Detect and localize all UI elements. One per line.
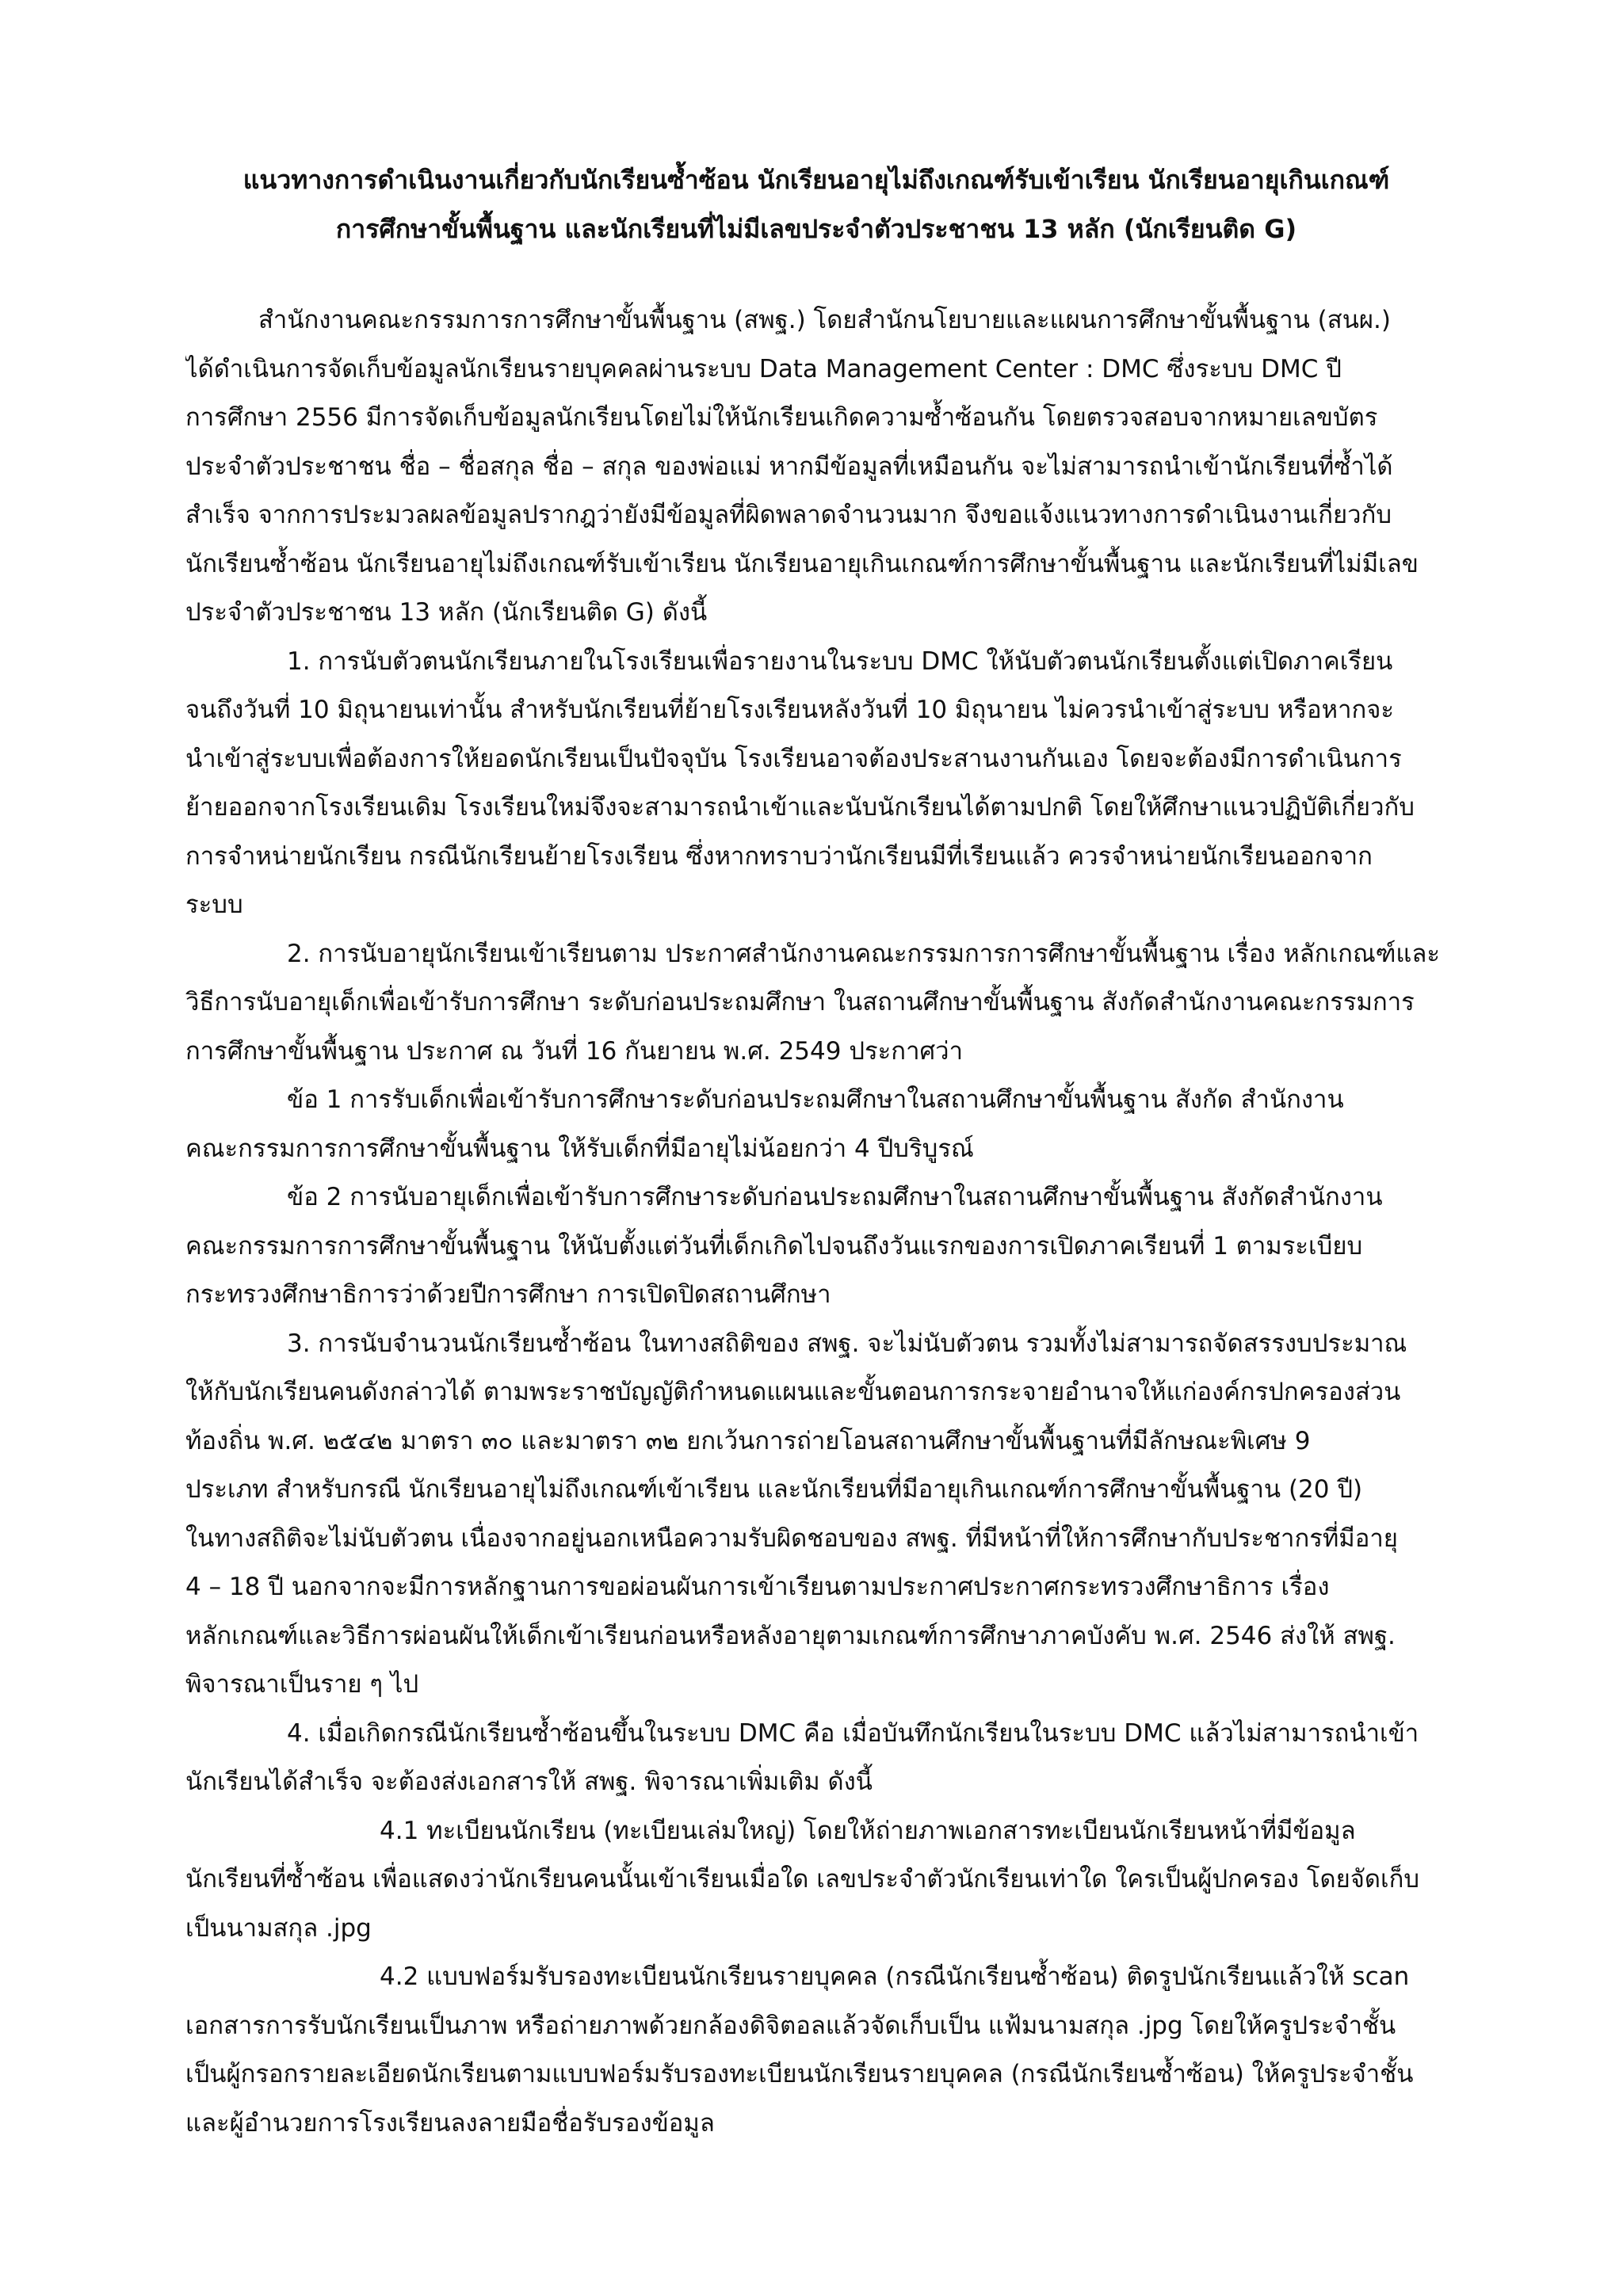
item-4-1-paragraph bbox=[185, 1807, 1533, 1954]
text-line: ย้ายออกจากโรงเรียนเดิม โรงเรียนใหม่จึงจะสามารถนำเข้าและนับนักเรียนได้ตามปกติ โดยให้ศึกษาแนวปฏิบัติเกี่ยวกับ bbox=[185, 793, 1415, 822]
text-line: ประจำตัวประชาชน ชื่อ – ชื่อสกุล ชื่อ – สกุล ของพ่อแม่ หากมีข้อมูลที่เหมือนกัน จะไม่สามารถนำเข้านักเรียนที่ซ้ำได้ bbox=[185, 452, 1393, 481]
text-line: นักเรียนได้สำเร็จ จะต้องส่งเอกสารให้ สพฐ. พิจารณาเพิ่มเติม ดังนี้ bbox=[185, 1768, 873, 1796]
text-line: ในทางสถิติจะไม่นับตัวตน เนื่องจากอยู่นอกเหนือความรับผิดชอบของ สพฐ. ที่มีหน้าที่ให้การศึกษากับประชากรที่มีอายุ bbox=[185, 1524, 1398, 1553]
text-line: คณะกรรมการการศึกษาขั้นพื้นฐาน ให้นับตั้งแต่วันที่เด็กเกิดไปจนถึงวันแรกของการเปิดภาคเรียนที่ 1 ตามระเบียบ bbox=[185, 1231, 1363, 1261]
text-line: 4.1 ทะเบียนนักเรียน (ทะเบียนเล่มใหญ่) โดยให้ถ่ายภาพเอกสารทะเบียนนักเรียนหน้าที่มีข้อมูล bbox=[380, 1816, 1356, 1845]
text-line: คณะกรรมการการศึกษาขั้นพื้นฐาน ให้รับเด็กที่มีอายุไม่น้อยกว่า 4 ปีบริบูรณ์ bbox=[185, 1134, 974, 1163]
text-line: 3. การนับจำนวนนักเรียนซ้ำซ้อน ในทางสถิติของ สพฐ. จะไม่นับตัวตน รวมทั้งไม่สามารถจัดสรรงบประมาณ bbox=[287, 1329, 1407, 1358]
text-line: 4.2 แบบฟอร์มรับรองทะเบียนนักเรียนรายบุคคล (กรณีนักเรียนซ้ำซ้อน) ติดรูปนักเรียนแล้วให้ scan bbox=[380, 1962, 1410, 1991]
text-line: จนถึงวันที่ 10 มิถุนายนเท่านั้น สำหรับนักเรียนที่ย้ายโรงเรียนหลังวันที่ 10 มิถุนายน ไม่ควรนำเข้าสู่ระบบ หรือหากจะ bbox=[185, 696, 1395, 724]
title-line: แนวทางการดำเนินงานเกี่ยวกับนักเรียนซ้ำซ้อน นักเรียนอายุไม่ถึงเกณฑ์รับเข้าเรียน นักเรียนอายุเกินเกณฑ์ bbox=[242, 165, 1390, 195]
text-line: ข้อ 2 การนับอายุเด็กเพื่อเข้ารับการศึกษาระดับก่อนประถมศึกษาในสถานศึกษาขั้นพื้นฐาน สังกัดสำนักงาน bbox=[287, 1183, 1383, 1211]
item-4-paragraph bbox=[185, 1710, 1533, 1807]
intro-paragraph bbox=[185, 296, 1533, 638]
text-line: เป็นนามสกุล .jpg bbox=[185, 1913, 372, 1943]
text-line: นำเข้าสู่ระบบเพื่อต้องการให้ยอดนักเรียนเป็นปัจจุบัน โรงเรียนอาจต้องประสานงานกันเอง โดยจะต้องมีการดำเนินการ bbox=[185, 744, 1402, 773]
text-line: เอกสารการรับนักเรียนเป็นภาพ หรือถ่ายภาพด้วยกล้องดิจิตอลแล้วจัดเก็บเป็น แฟ้มนามสกุล .jpg โดยให้ครูประจำชั้น bbox=[185, 2011, 1396, 2040]
text-line: กระทรวงศึกษาธิการว่าด้วยปีการศึกษา การเปิดปิดสถานศึกษา bbox=[185, 1280, 831, 1309]
text-line: 2. การนับอายุนักเรียนเข้าเรียนตาม ประกาศสำนักงานคณะกรรมการการศึกษาขั้นพื้นฐาน เรื่อง หลักเกณฑ์และ bbox=[287, 939, 1441, 968]
clause-2-paragraph bbox=[185, 1173, 1533, 1320]
text-line: ระบบ bbox=[185, 891, 243, 919]
text-line: หลักเกณฑ์และวิธีการผ่อนผันให้เด็กเข้าเรียนก่อนหรือหลังอายุตามเกณฑ์การศึกษาภาคบังคับ พ.ศ. 2546 ส่งให้ สพฐ. bbox=[185, 1621, 1396, 1650]
item-4-2-paragraph bbox=[185, 1953, 1533, 2148]
text-line: นักเรียนที่ซ้ำซ้อน เพื่อแสดงว่านักเรียนคนนั้นเข้าเรียนเมื่อใด เลขประจำตัวนักเรียนเท่าใด ใครเป็นผู้ปกครอง โดยจัดเก็บ bbox=[185, 1865, 1420, 1894]
text-line: ประจำตัวประชาชน 13 หลัก (นักเรียนติด G) ดังนี้ bbox=[185, 598, 708, 627]
title-line: การศึกษาขั้นพื้นฐาน และนักเรียนที่ไม่มีเลขประจำตัวประชาชน 13 หลัก (นักเรียนติด G) bbox=[335, 214, 1297, 244]
text-line: วิธีการนับอายุเด็กเพื่อเข้ารับการศึกษา ระดับก่อนประถมศึกษา ในสถานศึกษาขั้นพื้นฐาน สังกัดสำนักงานคณะกรรมการ bbox=[185, 988, 1415, 1016]
text-line: การจำหน่ายนักเรียน กรณีนักเรียนย้ายโรงเรียน ซึ่งหากทราบว่านักเรียนมีที่เรียนแล้ว ควรจำหน่ายนักเรียนออกจาก bbox=[185, 841, 1373, 871]
item-2-paragraph bbox=[185, 930, 1533, 1077]
text-line: การศึกษาขั้นพื้นฐาน ประกาศ ณ วันที่ 16 กันยายน พ.ศ. 2549 ประกาศว่า bbox=[185, 1036, 963, 1066]
text-line: ท้องถิ่น พ.ศ. ๒๕๔๒ มาตรา ๓๐ และมาตรา ๓๒ ยกเว้นการถ่ายโอนสถานศึกษาขั้นพื้นฐานที่มีลักษณะพิเศษ 9 bbox=[185, 1426, 1311, 1455]
text-line: เป็นผู้กรอกรายละเอียดนักเรียนตามแบบฟอร์มรับรองทะเบียนนักเรียนรายบุคคล (กรณีนักเรียนซ้ำซ้อน) ให้ครูประจำชั้น bbox=[185, 2060, 1414, 2088]
text-line: และผู้อำนวยการโรงเรียนลงลายมือชื่อรับรองข้อมูล bbox=[185, 2108, 715, 2138]
text-line: นักเรียนซ้ำซ้อน นักเรียนอายุไม่ถึงเกณฑ์รับเข้าเรียน นักเรียนอายุเกินเกณฑ์การศึกษาขั้นพื้นฐาน และนักเรียนที่ไม่มีเลข bbox=[185, 549, 1419, 578]
text-line: 4. เมื่อเกิดกรณีนักเรียนซ้ำซ้อนขึ้นในระบบ DMC คือ เมื่อบันทึกนักเรียนในระบบ DMC แล้วไม่สามารถนำเข้า bbox=[287, 1718, 1419, 1748]
text-line: ข้อ 1 การรับเด็กเพื่อเข้ารับการศึกษาระดับก่อนประถมศึกษาในสถานศึกษาขั้นพื้นฐาน สังกัด สำนักงาน bbox=[287, 1085, 1344, 1114]
text-line: พิจารณาเป็นราย ๆ ไป bbox=[185, 1670, 419, 1699]
text-line: การศึกษา 2556 มีการจัดเก็บข้อมูลนักเรียนโดยไม่ให้นักเรียนเกิดความซ้ำซ้อนกัน โดยตรวจสอบจากหมายเลขบัตร bbox=[185, 403, 1378, 432]
text-line: สำนักงานคณะกรรมการการศึกษาขั้นพื้นฐาน (สพฐ.) โดยสำนักนโยบายและแผนการศึกษาขั้นพื้นฐาน (สนผ.) bbox=[258, 306, 1391, 334]
clause-1-paragraph bbox=[185, 1076, 1533, 1173]
text-line: ให้กับนักเรียนคนดังกล่าวได้ ตามพระราชบัญญัติกำหนดแผนและขั้นตอนการกระจายอำนาจให้แก่องค์กรปกครองส่วน bbox=[185, 1378, 1401, 1406]
document-body bbox=[185, 296, 1533, 2148]
item-3-paragraph bbox=[185, 1320, 1533, 1710]
document-title bbox=[166, 155, 1466, 254]
text-line: สำเร็จ จากการประมวลผลข้อมูลปรากฎว่ายังมีข้อมูลที่ผิดพลาดจำนวนมาก จึงขอแจ้งแนวทางการดำเนินงานเกี่ยวกับ bbox=[185, 501, 1392, 529]
text-line: 1. การนับตัวตนนักเรียนภายในโรงเรียนเพื่อรายงานในระบบ DMC ให้นับตัวตนนักเรียนตั้งแต่เปิดภาคเรียน bbox=[287, 646, 1393, 676]
text-line: 4 – 18 ปี นอกจากจะมีการหลักฐานการขอผ่อนผันการเข้าเรียนตามประกาศประกาศกระทรวงศึกษาธิการ เรื่อง bbox=[185, 1573, 1330, 1601]
item-1-paragraph bbox=[185, 638, 1533, 930]
text-line: ประเภท สำหรับกรณี นักเรียนอายุไม่ถึงเกณฑ์เข้าเรียน และนักเรียนที่มีอายุเกินเกณฑ์การศึกษาขั้นพื้นฐาน (20 ปี) bbox=[185, 1475, 1363, 1504]
text-line: ได้ดำเนินการจัดเก็บข้อมูลนักเรียนรายบุคคลผ่านระบบ Data Management Center : DMC ซึ่งระบบ DMC ปี bbox=[185, 354, 1342, 383]
